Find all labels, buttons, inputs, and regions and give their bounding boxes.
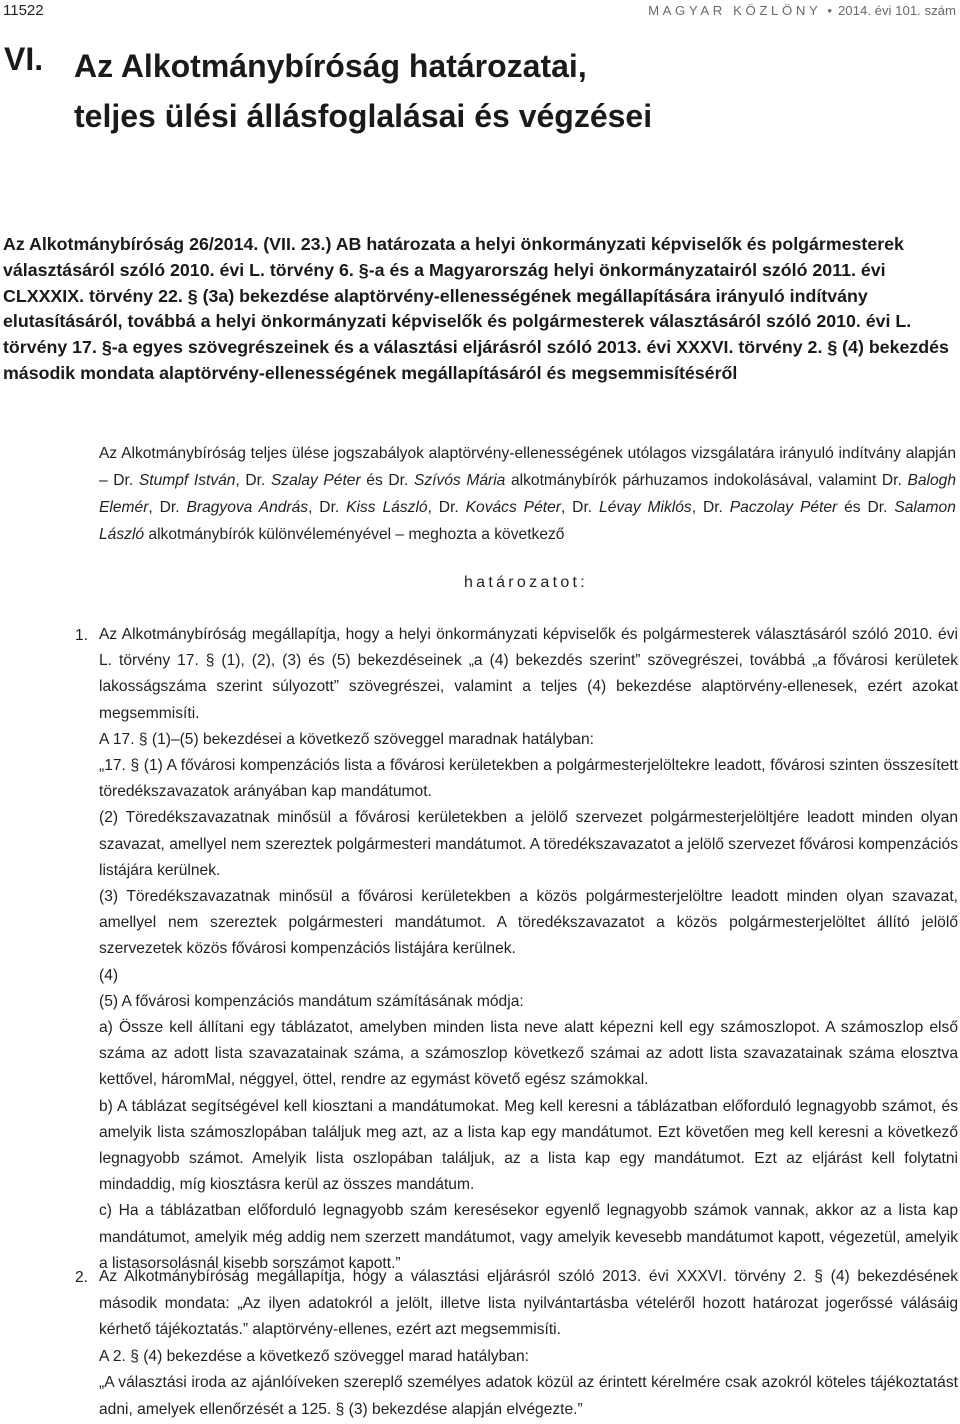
- judge-name: Kiss László: [346, 499, 428, 516]
- item-body: [99, 622, 958, 1277]
- paragraph: Az Alkotmánybíróság megállapítja, hogy a helyi önkormányzati képviselők és polgármesterek választásáról szóló 2010. évi L. törvény 17. § (1), (2), (3) és (5) bekezdéseinek „a (4) bekezdés szerint” szövegrészei, továbbá „a fővárosi kerületek lakosságszáma szerint súlyozott” szövegrészei, valamint a teljes (4) bekezdése alaptörvény-ellenesek, ezért azokat megsemmisíti.: [99, 626, 958, 722]
- intro-text: alkotmánybírók párhuzamos indokolásával, valamint Dr.: [505, 472, 908, 489]
- item-body: [99, 1264, 958, 1424]
- paragraph: c) Ha a táblázatban előforduló legnagyobb szám keresésekor egyenlő legnagyobb számok vannak, akkor az a lista kap mandátumot, amelyik még addig nem szerzett mandátumot, vagy amelyik kevesebb mandátumot kapott, végezetül, amelyik a listasorsolásnál kisebb sorszámot kapott.”: [99, 1202, 958, 1272]
- page-header: [0, 0, 960, 22]
- paragraph: „17. § (1) A fővárosi kompenzációs lista a fővárosi kerületekben a polgármesterjelöltekre leadott, fővárosi szinten összesített töredékszavazatok arányában kap mandátumot.: [99, 757, 958, 801]
- intro-paragraph: [99, 440, 956, 548]
- intro-text: , Dr.: [148, 499, 187, 516]
- judge-name: Balogh Elemér: [99, 472, 956, 516]
- paragraph: (2) Töredékszavazatnak minősül a fővárosi kerületekben a jelölő szervezet polgármesterjelöltjére leadott minden olyan szavazat, amellyel nem szereztek polgármesteri mandátumot. A töredékszavazatot a jelölő szervezet fővárosi kompenzációs listájára kerülnek.: [99, 809, 958, 879]
- paragraph: A 2. § (4) bekezdése a következő szöveggel marad hatályban:: [99, 1347, 529, 1365]
- bullet-separator: •: [827, 3, 832, 18]
- paragraph: (5) A fővárosi kompenzációs mandátum számításának módja:: [99, 992, 524, 1010]
- item-number: 2.: [75, 1269, 89, 1286]
- intro-text: , Dr.: [427, 499, 466, 516]
- intro-text: Az Alkotmánybíróság teljes ülése jogszabályok alaptörvény-ellenességének utólagos vizsgálatára irányuló indítvány alapján – Dr.: [99, 445, 956, 489]
- paragraph: a) Össze kell állítani egy táblázatot, amelyben minden lista neve alatt képezni kell egy számoszlopot. A számoszlop első száma az adott lista szavazatainak száma, a számoszlop következő számai az adott lista szavazatainak száma elosztva kettővel, háromMal, néggyel, öttel, rendre az egymást követő egész számokkal.: [99, 1019, 958, 1089]
- paragraph: „A választási iroda az ajánlóíveken szereplő személyes adatok közül az érintett kérelmére csak azokról köteles tájékoztatást adni, amelyek ellenőrzését a 125. § (3) bekezdése alapján elvégezte.”: [99, 1374, 958, 1418]
- intro-text: , Dr.: [691, 499, 730, 516]
- intro-text: és Dr.: [837, 499, 895, 516]
- judge-name: Stumpf István: [138, 472, 236, 489]
- journal-name: MAGYAR KÖZLÖNY: [648, 3, 822, 18]
- intro-text: , Dr.: [308, 499, 347, 516]
- judge-name: Kovács Péter: [465, 499, 561, 516]
- running-header: [648, 3, 956, 18]
- chapter-number: VI.: [4, 41, 44, 77]
- chapter-title-line-1: Az Alkotmánybíróság határozatai,: [74, 48, 587, 84]
- chapter-title: [74, 41, 652, 141]
- section-heading: határozatot:: [463, 574, 589, 591]
- paragraph: (3) Töredékszavazatnak minősül a fővárosi kerületekben a közös polgármesterjelöltre leadott minden olyan szavazat, amellyel nem szereztek polgármesteri mandátumot. A töredékszavazatot a közös polgármesterjelöltet állító jelölő szervezetek közös fővárosi kompenzációs listájára kerülnek.: [99, 888, 958, 958]
- intro-text: , Dr.: [560, 499, 600, 516]
- judge-name: Szalay Péter: [270, 472, 361, 489]
- judge-name: Lévay Miklós: [599, 499, 692, 516]
- page-number: 11522: [3, 2, 44, 19]
- paragraph: b) A táblázat segítségével kell kiosztani a mandátumokat. Meg kell keresni a táblázatban előforduló legnagyobb számot, és amelyik lista számoszlopában találjuk meg azt, az a lista kap egy mandátumot. Ezt követően meg kell keresni a következő legnagyobb számot. Amelyik lista oszlopában találjuk, az a lista kap egy mandátumot. Ezt az eljárást kell folytatni mindaddig, míg kiosztásra kerül az összes mandátum.: [99, 1097, 958, 1194]
- paragraph: A 17. § (1)–(5) bekezdései a következő szöveggel maradnak hatályban:: [99, 730, 594, 748]
- judge-name: Szívós Mária: [413, 472, 506, 489]
- issue-number: 2014. évi 101. szám: [837, 3, 956, 18]
- paragraph: Az Alkotmánybíróság megállapítja, hogy a választási eljárásról szóló 2013. évi XXXVI. törvény 2. § (4) bekezdésének második mondata: „Az ilyen adatokról a jelölt, illetve lista nyilvántartásba vételéről hozott határozat jogerőssé válásáig kérhető tájékoztatás.” alaptörvény-ellenes, ezért azt megsemmisíti.: [99, 1268, 958, 1339]
- decision-title: Az Alkotmánybíróság 26/2014. (VII. 23.) AB határozata a helyi önkormányzati képviselők és polgármesterek választásáról szóló 2010. évi L. törvény 6. §-a és a Magyarország helyi önkormányzatairól szóló 2011. évi CLXXXIX. törvény 22. § (3a) bekezdése alaptörvény-ellenességének megállapítására irányuló indítvány elutasításáról, továbbá a helyi önkormányzati képviselők és polgármesterek választásáról szóló 2010. évi L. törvény 17. §-a egyes szövegrészeinek és a választási eljárásról szóló 2013. évi XXXVI. törvény 2. § (4) bekezdés második mondata alaptörvény-ellenességének megállapításáról és megsemmisítéséről: [3, 234, 949, 383]
- intro-text: alkotmánybírók különvéleményével – meghozta a következő: [144, 526, 565, 543]
- item-number: 1.: [75, 627, 89, 644]
- paragraph: (4): [99, 966, 119, 984]
- judge-name: Bragyova András: [186, 499, 309, 516]
- judge-name: Paczolay Péter: [729, 499, 838, 516]
- intro-text: , Dr.: [235, 472, 271, 489]
- intro-text: és Dr.: [360, 472, 414, 489]
- judge-name: Salamon László: [99, 499, 956, 543]
- chapter-title-line-2: teljes ülési állásfoglalásai és végzései: [74, 98, 653, 134]
